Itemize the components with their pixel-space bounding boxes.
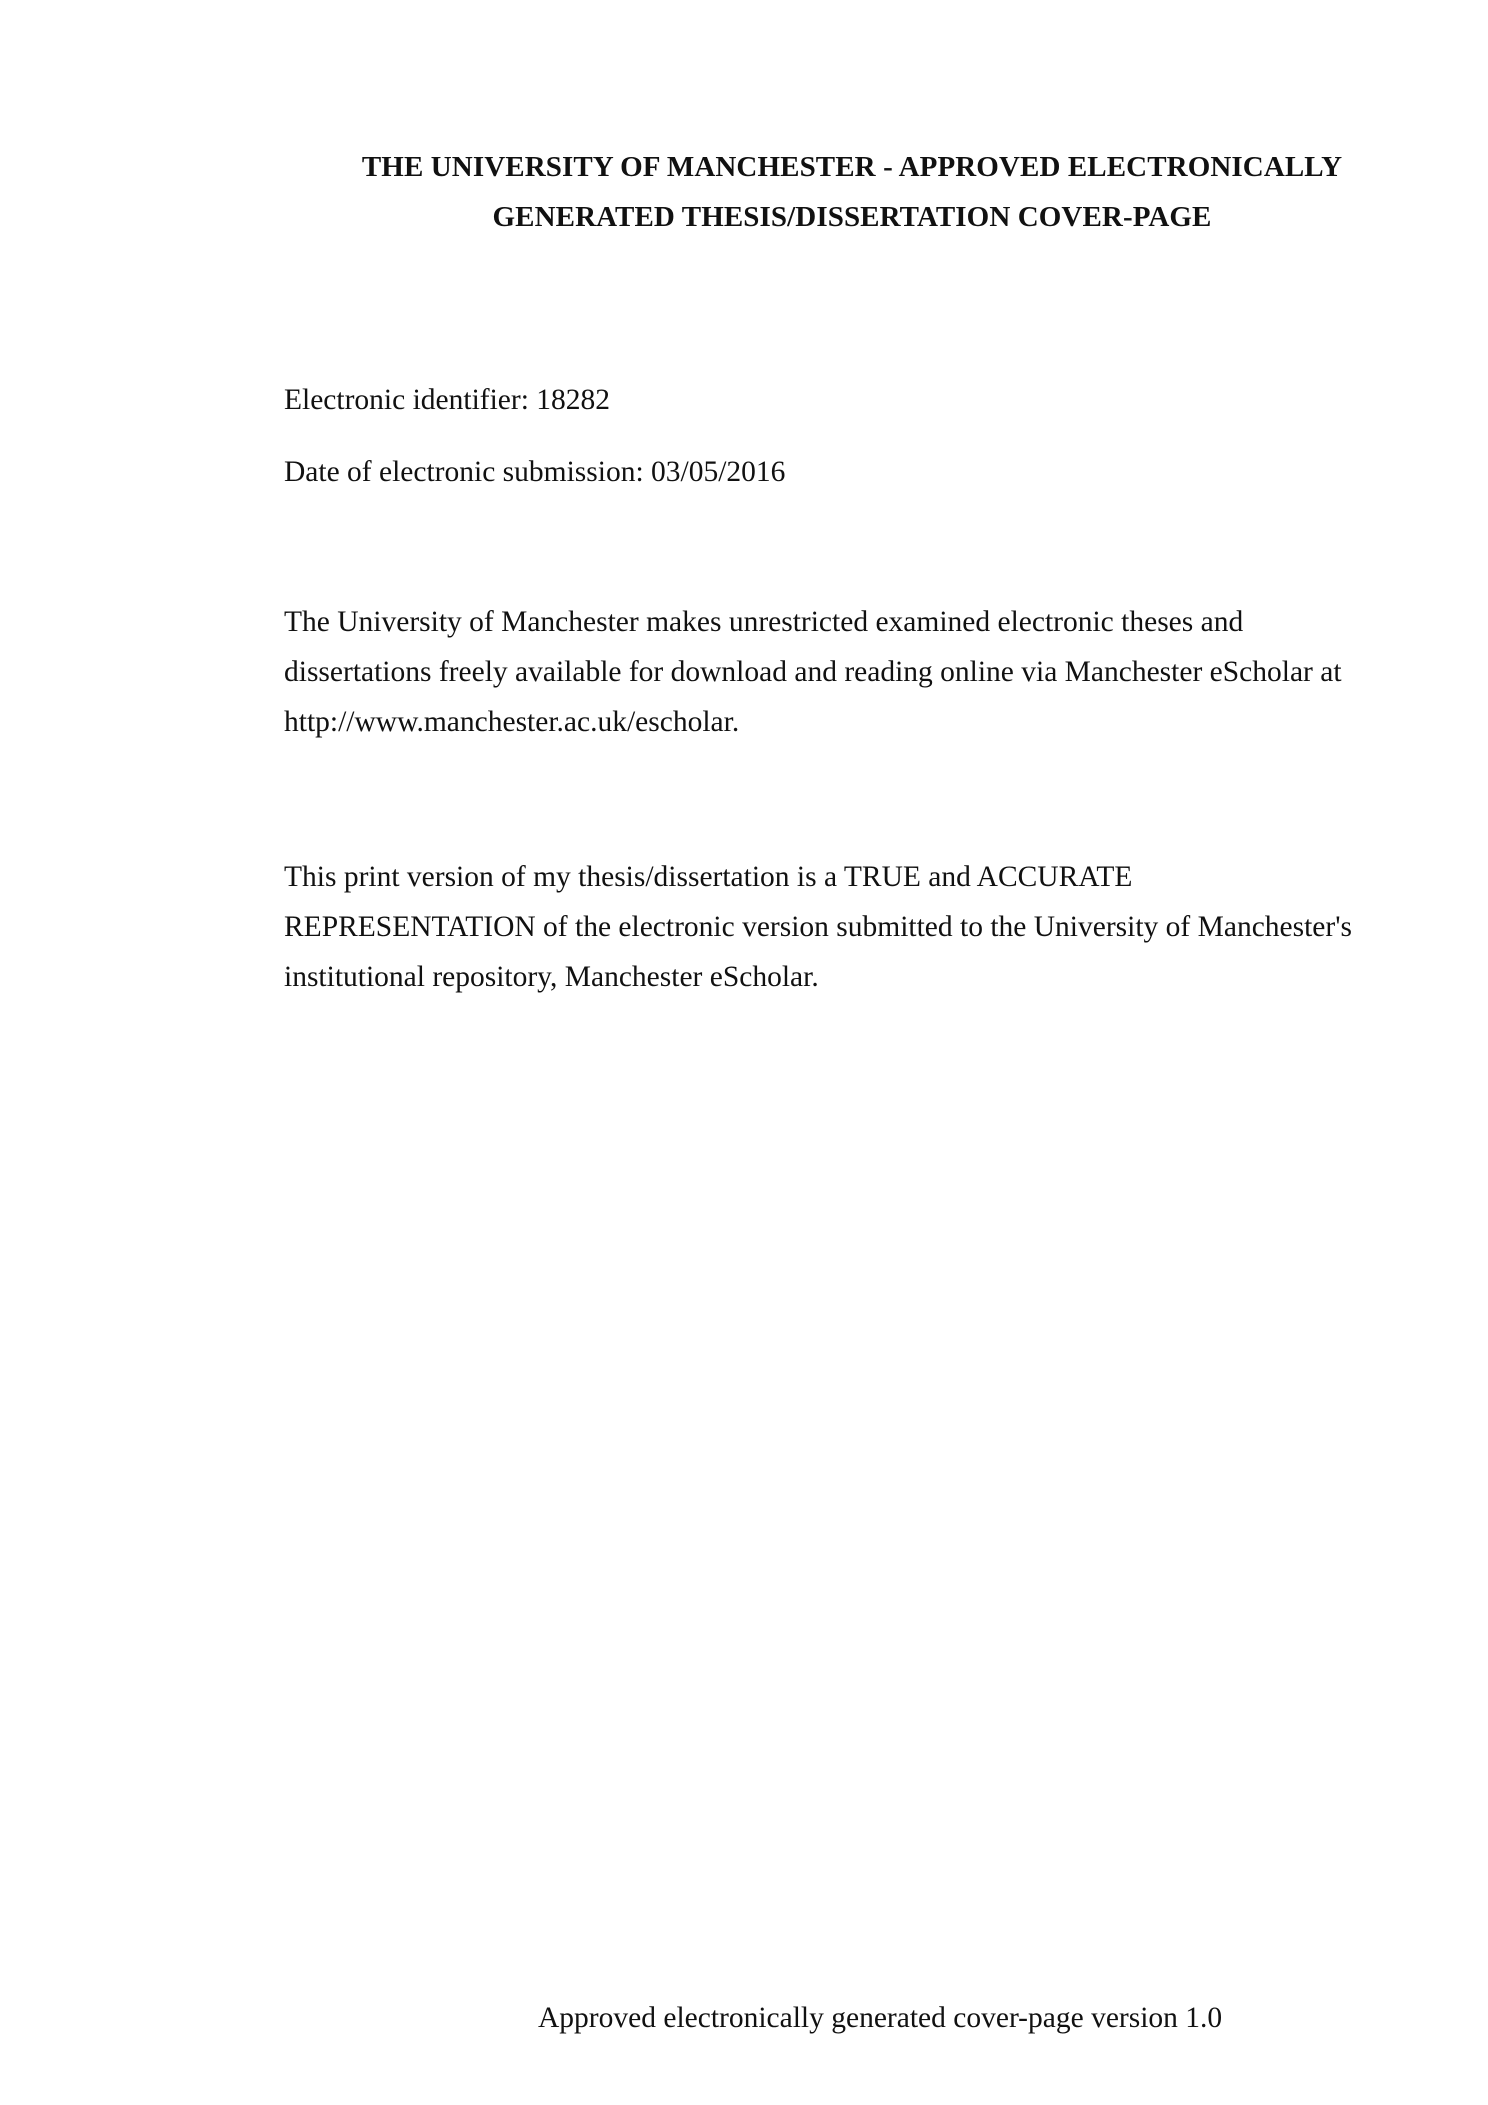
- availability-line: dissertations freely available for download and reading online via Manchester eScholar at: [284, 656, 1342, 688]
- declaration-line: REPRESENTATION of the electronic version submitted to the University of Manchester's: [284, 911, 1353, 943]
- submission-date: Date of electronic submission: 03/05/2016: [284, 456, 786, 488]
- declaration-paragraph: [284, 852, 1404, 1002]
- declaration-line: This print version of my thesis/dissertation is a TRUE and ACCURATE: [284, 861, 1133, 893]
- page-title: [282, 142, 1422, 242]
- footer-version: Approved electronically generated cover-page version 1.0: [538, 2002, 1223, 2034]
- availability-line: The University of Manchester makes unrestricted examined electronic theses and: [284, 606, 1244, 638]
- declaration-line: institutional repository, Manchester eScholar.: [284, 961, 819, 993]
- availability-url: http://www.manchester.ac.uk/escholar.: [284, 706, 740, 738]
- title-line-2: GENERATED THESIS/DISSERTATION COVER-PAGE: [492, 201, 1212, 233]
- availability-paragraph: [284, 597, 1404, 747]
- electronic-identifier: Electronic identifier: 18282: [284, 384, 611, 416]
- title-line-1: THE UNIVERSITY OF MANCHESTER - APPROVED ELECTRONICALLY: [361, 151, 1343, 183]
